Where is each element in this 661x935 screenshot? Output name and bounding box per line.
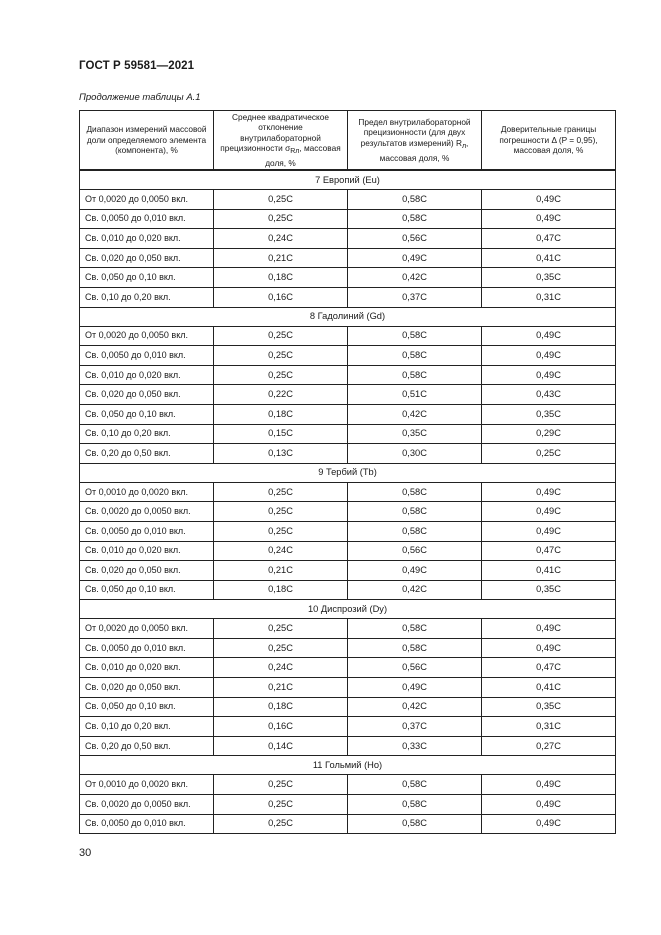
- section-title: 8 Гадолиний (Gd): [80, 307, 616, 326]
- column-header-limit: Предел внутрилабораторной прецизионности (для двух результатов измерений) $R_л$, массовая доля, %: [348, 111, 482, 171]
- cell-range: Св. 0,0020 до 0,0050 вкл.: [80, 502, 214, 522]
- table-row: [80, 697, 616, 717]
- cell-bounds: 0,49C: [482, 814, 616, 834]
- cell-limit: 0,58C: [348, 619, 482, 639]
- cell-sigma: 0,21C: [214, 561, 348, 581]
- cell-sigma: 0,25C: [214, 346, 348, 366]
- cell-range: Св. 0,10 до 0,20 вкл.: [80, 717, 214, 737]
- cell-bounds: 0,25C: [482, 444, 616, 464]
- cell-sigma: 0,25C: [214, 190, 348, 210]
- cell-limit: 0,58C: [348, 326, 482, 346]
- cell-limit: 0,42C: [348, 268, 482, 288]
- cell-limit: 0,58C: [348, 346, 482, 366]
- cell-range: Св. 0,050 до 0,10 вкл.: [80, 268, 214, 288]
- cell-range: Св. 0,050 до 0,10 вкл.: [80, 580, 214, 600]
- cell-sigma: 0,25C: [214, 326, 348, 346]
- cell-sigma: 0,25C: [214, 365, 348, 385]
- cell-bounds: 0,29C: [482, 424, 616, 444]
- table-header: [80, 111, 616, 171]
- cell-bounds: 0,41C: [482, 561, 616, 581]
- cell-range: Св. 0,010 до 0,020 вкл.: [80, 229, 214, 249]
- cell-limit: 0,49C: [348, 678, 482, 698]
- table-row: [80, 775, 616, 795]
- cell-range: Св. 0,20 до 0,50 вкл.: [80, 444, 214, 464]
- cell-limit: 0,58C: [348, 521, 482, 541]
- column-header-range: Диапазон измерений массовой доли определяемого элемента (компонента), %: [80, 111, 214, 171]
- cell-limit: 0,58C: [348, 814, 482, 834]
- cell-bounds: 0,49C: [482, 775, 616, 795]
- section-title: 10 Диспрозий (Dy): [80, 600, 616, 619]
- table-row: [80, 561, 616, 581]
- cell-range: Св. 0,0050 до 0,010 вкл.: [80, 521, 214, 541]
- cell-bounds: 0,49C: [482, 619, 616, 639]
- cell-range: Св. 0,020 до 0,050 вкл.: [80, 678, 214, 698]
- cell-range: Св. 0,0050 до 0,010 вкл.: [80, 638, 214, 658]
- table-row: [80, 580, 616, 600]
- cell-limit: 0,56C: [348, 541, 482, 561]
- cell-sigma: 0,18C: [214, 580, 348, 600]
- cell-range: От 0,0020 до 0,0050 вкл.: [80, 326, 214, 346]
- cell-range: Св. 0,0050 до 0,010 вкл.: [80, 209, 214, 229]
- table-row: [80, 346, 616, 366]
- section-row: [80, 307, 616, 326]
- cell-bounds: 0,49C: [482, 638, 616, 658]
- cell-range: Св. 0,050 до 0,10 вкл.: [80, 697, 214, 717]
- cell-range: Св. 0,10 до 0,20 вкл.: [80, 287, 214, 307]
- cell-range: От 0,0020 до 0,0050 вкл.: [80, 190, 214, 210]
- table-row: [80, 190, 616, 210]
- cell-limit: 0,35C: [348, 424, 482, 444]
- section-title: 9 Тербий (Tb): [80, 463, 616, 482]
- page-number: 30: [79, 847, 92, 859]
- cell-bounds: 0,41C: [482, 678, 616, 698]
- cell-sigma: 0,18C: [214, 404, 348, 424]
- table-row: [80, 638, 616, 658]
- table-row: [80, 658, 616, 678]
- cell-bounds: 0,49C: [482, 209, 616, 229]
- cell-bounds: 0,49C: [482, 326, 616, 346]
- column-header-bounds: Доверительные границы погрешности Δ (P = 0,95), массовая доля, %: [482, 111, 616, 171]
- cell-sigma: 0,25C: [214, 209, 348, 229]
- cell-range: Св. 0,050 до 0,10 вкл.: [80, 404, 214, 424]
- cell-sigma: 0,25C: [214, 482, 348, 502]
- cell-bounds: 0,49C: [482, 365, 616, 385]
- cell-range: Св. 0,020 до 0,050 вкл.: [80, 561, 214, 581]
- cell-limit: 0,37C: [348, 717, 482, 737]
- table-row: [80, 736, 616, 756]
- cell-range: Св. 0,0020 до 0,0050 вкл.: [80, 795, 214, 815]
- cell-limit: 0,42C: [348, 580, 482, 600]
- cell-bounds: 0,31C: [482, 717, 616, 737]
- table-row: [80, 229, 616, 249]
- cell-limit: 0,58C: [348, 209, 482, 229]
- cell-sigma: 0,25C: [214, 638, 348, 658]
- cell-bounds: 0,27C: [482, 736, 616, 756]
- section-title: 11 Гольмий (Ho): [80, 756, 616, 775]
- table-body: [80, 170, 616, 834]
- column-header-sigma: Среднее квадратическое отклонение внутрилабораторной прецизионности $\sigma_{Rл}$, массовая доля, %: [214, 111, 348, 171]
- table-row: [80, 444, 616, 464]
- cell-bounds: 0,35C: [482, 580, 616, 600]
- cell-sigma: 0,24C: [214, 658, 348, 678]
- cell-range: Св. 0,010 до 0,020 вкл.: [80, 365, 214, 385]
- document-title: ГОСТ Р 59581—2021: [79, 60, 195, 72]
- cell-limit: 0,58C: [348, 365, 482, 385]
- cell-limit: 0,49C: [348, 248, 482, 268]
- cell-range: От 0,0010 до 0,0020 вкл.: [80, 482, 214, 502]
- cell-bounds: 0,43C: [482, 385, 616, 405]
- cell-sigma: 0,25C: [214, 814, 348, 834]
- section-row: [80, 463, 616, 482]
- table-row: [80, 248, 616, 268]
- table-row: [80, 502, 616, 522]
- cell-limit: 0,58C: [348, 190, 482, 210]
- cell-bounds: 0,49C: [482, 346, 616, 366]
- cell-range: От 0,0020 до 0,0050 вкл.: [80, 619, 214, 639]
- table-row: [80, 482, 616, 502]
- cell-sigma: 0,24C: [214, 229, 348, 249]
- cell-limit: 0,56C: [348, 658, 482, 678]
- cell-limit: 0,30C: [348, 444, 482, 464]
- cell-sigma: 0,25C: [214, 502, 348, 522]
- cell-bounds: 0,49C: [482, 521, 616, 541]
- cell-range: Св. 0,010 до 0,020 вкл.: [80, 541, 214, 561]
- section-title: 7 Европий (Eu): [80, 170, 616, 190]
- cell-limit: 0,51C: [348, 385, 482, 405]
- cell-bounds: 0,47C: [482, 658, 616, 678]
- cell-bounds: 0,35C: [482, 697, 616, 717]
- cell-sigma: 0,25C: [214, 795, 348, 815]
- cell-limit: 0,58C: [348, 775, 482, 795]
- cell-sigma: 0,25C: [214, 775, 348, 795]
- cell-limit: 0,58C: [348, 795, 482, 815]
- cell-limit: 0,58C: [348, 482, 482, 502]
- cell-sigma: 0,18C: [214, 268, 348, 288]
- cell-bounds: 0,35C: [482, 268, 616, 288]
- cell-bounds: 0,49C: [482, 502, 616, 522]
- section-row: [80, 170, 616, 190]
- cell-bounds: 0,41C: [482, 248, 616, 268]
- cell-bounds: 0,47C: [482, 541, 616, 561]
- table-row: [80, 717, 616, 737]
- cell-sigma: 0,25C: [214, 619, 348, 639]
- cell-bounds: 0,49C: [482, 190, 616, 210]
- cell-range: Св. 0,20 до 0,50 вкл.: [80, 736, 214, 756]
- table-row: [80, 326, 616, 346]
- cell-range: От 0,0010 до 0,0020 вкл.: [80, 775, 214, 795]
- table-row: [80, 404, 616, 424]
- table-row: [80, 541, 616, 561]
- cell-bounds: 0,47C: [482, 229, 616, 249]
- table-caption: Продолжение таблицы А.1: [79, 92, 201, 103]
- table-row: [80, 287, 616, 307]
- cell-sigma: 0,15C: [214, 424, 348, 444]
- cell-limit: 0,37C: [348, 287, 482, 307]
- table-row: [80, 678, 616, 698]
- cell-limit: 0,42C: [348, 404, 482, 424]
- cell-limit: 0,33C: [348, 736, 482, 756]
- table-row: [80, 521, 616, 541]
- cell-sigma: 0,22C: [214, 385, 348, 405]
- table-row: [80, 268, 616, 288]
- cell-range: Св. 0,0050 до 0,010 вкл.: [80, 814, 214, 834]
- cell-bounds: 0,35C: [482, 404, 616, 424]
- cell-limit: 0,58C: [348, 502, 482, 522]
- cell-sigma: 0,25C: [214, 521, 348, 541]
- cell-sigma: 0,14C: [214, 736, 348, 756]
- table-row: [80, 365, 616, 385]
- table-row: [80, 619, 616, 639]
- precision-table: [79, 110, 616, 834]
- cell-limit: 0,56C: [348, 229, 482, 249]
- cell-sigma: 0,21C: [214, 248, 348, 268]
- cell-limit: 0,58C: [348, 638, 482, 658]
- table-row: [80, 385, 616, 405]
- table-row: [80, 424, 616, 444]
- cell-bounds: 0,49C: [482, 482, 616, 502]
- table-row: [80, 814, 616, 834]
- cell-sigma: 0,16C: [214, 717, 348, 737]
- cell-range: Св. 0,020 до 0,050 вкл.: [80, 385, 214, 405]
- cell-range: Св. 0,10 до 0,20 вкл.: [80, 424, 214, 444]
- cell-bounds: 0,49C: [482, 795, 616, 815]
- cell-range: Св. 0,020 до 0,050 вкл.: [80, 248, 214, 268]
- cell-sigma: 0,24C: [214, 541, 348, 561]
- cell-range: Св. 0,010 до 0,020 вкл.: [80, 658, 214, 678]
- cell-bounds: 0,31C: [482, 287, 616, 307]
- header-row: [80, 111, 616, 171]
- section-row: [80, 600, 616, 619]
- cell-limit: 0,49C: [348, 561, 482, 581]
- cell-limit: 0,42C: [348, 697, 482, 717]
- cell-sigma: 0,16C: [214, 287, 348, 307]
- table-row: [80, 795, 616, 815]
- cell-sigma: 0,13C: [214, 444, 348, 464]
- cell-sigma: 0,18C: [214, 697, 348, 717]
- table-row: [80, 209, 616, 229]
- cell-sigma: 0,21C: [214, 678, 348, 698]
- section-row: [80, 756, 616, 775]
- cell-range: Св. 0,0050 до 0,010 вкл.: [80, 346, 214, 366]
